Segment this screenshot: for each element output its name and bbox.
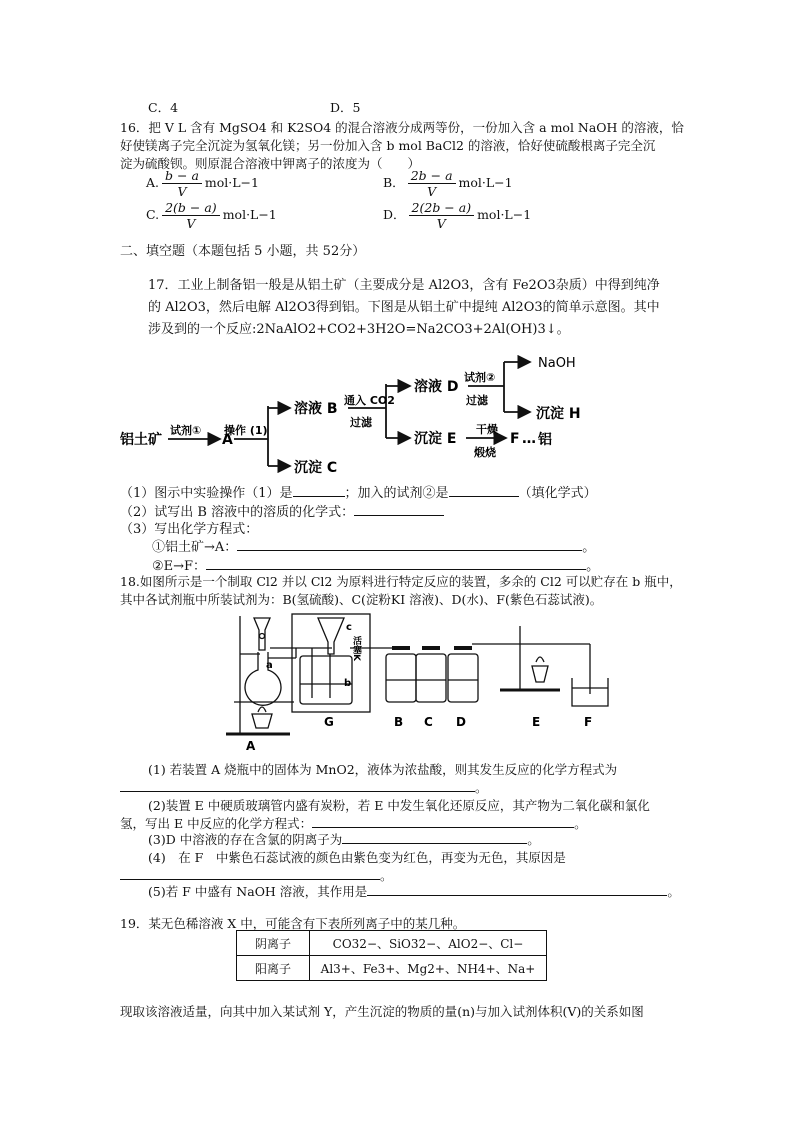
label-A: A (246, 739, 256, 753)
flow-diagram (118, 346, 598, 482)
q17-sub1-text-c: （填化学式） (518, 486, 597, 501)
q18-sub1: (1) 若装置 A 烧瓶中的固体为 MnO2，液体为浓盐酸，则其发生反应的化学方程式为 (148, 762, 618, 777)
answer-blank-q18-3 (342, 830, 527, 844)
q17-sub1-text-b: ；加入的试剂②是 (344, 486, 449, 501)
flask-a (245, 652, 281, 705)
label-D: D (456, 715, 466, 729)
end-mark: 。 (475, 780, 488, 795)
denominator: V (186, 216, 196, 231)
end-mark: 。 (574, 816, 587, 831)
label-precip-h: 沉淀 H (536, 406, 581, 422)
answer-blank-eq1 (237, 537, 582, 551)
q16-line1: 16．把 V L 含有 MgSO4 和 K2SO4 的混合溶液分成两等份，一份加入含 a mol NaOH 的溶液，恰 (120, 120, 684, 135)
unit: mol·L−1 (458, 175, 513, 190)
label-f: F (510, 431, 520, 447)
unit: mol·L−1 (204, 175, 259, 190)
q16-option-a (146, 168, 259, 199)
option-label: C. (146, 207, 160, 222)
table-head: 阴离子 (237, 931, 310, 956)
label-a: A (222, 432, 233, 448)
table-cell: Al3+、Fe3+、Mg2+、NH4+、Na+ (310, 956, 547, 981)
label-k: 活塞K (351, 636, 361, 661)
table-row (237, 956, 547, 981)
numerator: 2(2b − a) (409, 200, 475, 216)
label-precip-e: 沉淀 E (414, 431, 457, 447)
option-label: B． (383, 175, 405, 190)
q19-line1: 19．某无色稀溶液 X 中，可能含有下表所列离子中的某几种。 (120, 916, 466, 931)
unit: mol·L−1 (477, 207, 532, 222)
option-label: D． (383, 207, 406, 222)
label-G: G (324, 715, 334, 729)
q18-sub3 (148, 830, 540, 848)
label-reagent1: 试剂① (170, 424, 202, 437)
q17-sub3: （3）写出化学方程式： (120, 522, 259, 537)
bottle-C (416, 654, 446, 702)
answer-blank-q18-4 (120, 866, 380, 880)
q15-option-d: D．5 (330, 100, 361, 115)
label-solution-b: 溶液 B (294, 401, 338, 417)
q17-eq1 (152, 536, 595, 555)
label-naoh: NaOH (538, 356, 576, 371)
end-mark: 。 (582, 540, 596, 555)
label-E: E (532, 715, 541, 729)
label-solution-d: 溶液 D (414, 379, 459, 395)
bottle-B (386, 654, 416, 702)
numerator: 2(b − a) (162, 200, 220, 216)
end-mark: 。 (380, 868, 393, 883)
q19-line2: 现取该溶液适量，向其中加入某试剂 Y，产生沉淀的物质的量(n)与加入试剂体积(V)的关系如图 (120, 1004, 644, 1019)
q16-line2: 好使镁离子完全沉淀为氢氧化镁；另一份加入含 b mol BaCl2 的溶液，恰好使硫酸根离子完全沉 (120, 138, 656, 153)
answer-blank-reagent2 (449, 483, 519, 497)
label-F: F (584, 715, 593, 729)
q18-sub5 (148, 882, 680, 900)
answer-blank-q18-5 (367, 882, 667, 896)
label-op1: 操作 (1) (224, 424, 268, 437)
answer-blank-op1 (293, 483, 345, 497)
q18-sub5-text: (5)若 F 中盛有 NaOH 溶液，其作用是 (148, 884, 368, 899)
q17-sub2-text: （2）试写出 B 溶液中的溶质的化学式： (120, 505, 355, 520)
bottle-D (448, 654, 478, 702)
ion-table (236, 930, 547, 981)
q17-eq2-label: ②E→F： (152, 559, 207, 574)
q17-line2: 的 Al2O3，然后电解 Al2O3得到铝。下图是从铝土矿中提纯 Al2O3的简单示意图。其中 (148, 300, 660, 315)
label-dots: … (522, 431, 536, 447)
table-cell: CO32−、SiO32−、AlO2−、Cl− (310, 931, 547, 956)
q17-eq1-label: ①铝土矿→A： (152, 540, 238, 555)
q18-sub2b-text: 氢，写出 E 中反应的化学方程式： (120, 816, 313, 831)
label-reagent2: 试剂② (464, 371, 496, 384)
numerator: b − a (162, 168, 202, 184)
q17-sub1-text-a: （1）图示中实验操作（1）是 (120, 486, 293, 501)
answer-blank-eq2 (206, 556, 586, 570)
label-C: C (424, 715, 433, 729)
end-mark: 。 (586, 559, 600, 574)
apparatus-diagram (210, 606, 620, 756)
label-precip-c: 沉淀 C (294, 460, 338, 476)
q18-line1: 18.如图所示是一个制取 Cl2 并以 Cl2 为原料进行特定反应的装置，多余的 Cl2 可以贮存在 b 瓶中， (120, 574, 682, 589)
label-filter2: 过滤 (466, 394, 488, 407)
label-calcine: 煅烧 (474, 446, 496, 459)
answer-blank-q18-1 (120, 778, 475, 792)
q18-sub2a: (2)装置 E 中硬质玻璃管内盛有炭粉，若 E 中发生氧化还原反应，其产物为二氧化碳和氯化 (148, 798, 650, 813)
burner-e (532, 666, 548, 682)
q18-sub4: (4) 在 F 中紫色石蕊试液的颜色由紫色变为红色，再变为无色，其原因是 (148, 850, 566, 865)
denominator: V (177, 184, 187, 199)
label-ore: 铝土矿 (120, 432, 162, 448)
label-a-small: a (266, 660, 273, 671)
end-mark: 。 (527, 832, 540, 847)
q17-line1: 17．工业上制备铝一般是从铝土矿（主要成分是 Al2O3，含有 Fe2O3杂质）中得到纯净 (148, 278, 660, 293)
unit: mol·L−1 (222, 207, 277, 222)
label-b-small: b (344, 678, 352, 689)
answer-blank-q18-2 (312, 814, 574, 828)
section-title: 二、填空题（本题包括 5 小题，共 52分） (120, 244, 366, 259)
q17-line3: 涉及到的一个反应:2NaAlO2+CO2+3H2O=Na2CO3+2Al(OH)3↓。 (148, 322, 570, 337)
q18-line2: 其中各试剂瓶中所装试剂为：B(氢硫酸)、C(淀粉KI 溶液)、D(水)、F(紫色石蕊试液)。 (120, 592, 603, 607)
denominator: V (427, 184, 437, 199)
label-al: 铝 (538, 432, 552, 448)
q16-line3: 淀为硫酸钡。则原混合溶液中钾离子的浓度为（ ） (120, 156, 421, 171)
label-c-small: c (346, 622, 352, 633)
table-row (237, 931, 547, 956)
numerator: 2b − a (408, 168, 456, 184)
label-dry: 干燥 (476, 423, 498, 436)
burner-a (252, 714, 272, 728)
label-B: B (394, 715, 404, 729)
answer-blank-solute (354, 502, 444, 516)
table-head: 阳离子 (237, 956, 310, 981)
label-co2: 通入 CO2 (344, 394, 395, 407)
option-label: A. (146, 175, 160, 190)
denominator: V (436, 216, 446, 231)
q16-option-d (383, 200, 531, 231)
q15-option-c: C．4 (148, 100, 179, 115)
label-filter1: 过滤 (350, 416, 372, 429)
q18-sub1-answer (120, 778, 488, 796)
q16-option-b (383, 168, 513, 199)
q17-sub1 (120, 482, 597, 501)
q16-option-c (146, 200, 277, 231)
box-g (292, 614, 370, 712)
q18-sub3-text: (3)D 中溶液的存在含氯的阴离子为 (148, 832, 343, 847)
end-mark: 。 (667, 884, 680, 899)
